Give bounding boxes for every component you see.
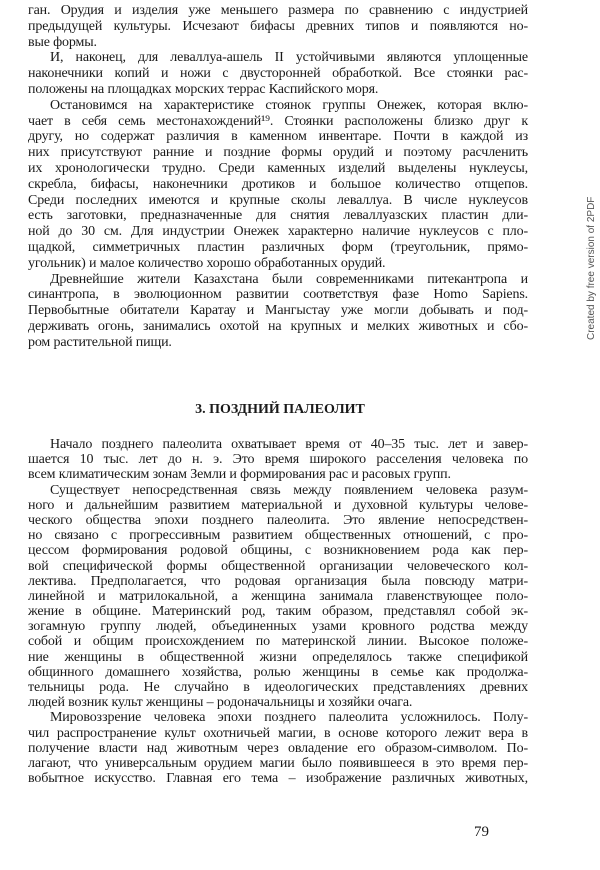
text-line: получение власти над животным через овладение его образом-символом. По- [28, 740, 528, 756]
text-line: ние женщины в общественной жизни определялось также спецификой [28, 649, 528, 665]
text-line: держивать огонь, занимались охотой на крупных и мелких животных и сбо- [28, 318, 528, 334]
text-line: тельницы рода. Не случайно в идеологических представлениях древних [28, 680, 528, 695]
page-number: 79 [474, 824, 489, 840]
text-line: Мировоззрение человека эпохи позднего палеолита усложнилось. Полу- [50, 710, 528, 726]
text-line: лагают, что универсальным орудием магии было появившееся в это время пер- [28, 755, 528, 771]
section-heading: 3. ПОЗДНИЙ ПАЛЕОЛИТ [195, 402, 365, 417]
text-block-lower [28, 437, 528, 786]
text-line: вые формы. [28, 34, 97, 50]
text-line: Существует непосредственная связь между появлением человека разум- [50, 482, 528, 498]
text-line: Среди последних имеются и крупные сколы леваллуа. В числе нуклеусов [28, 192, 528, 208]
text-line: ного и дальнейшим развитием материальной и духовной культуры челове- [28, 497, 528, 513]
text-line: всем климатическим зонам Земли и формирования рас и расовых групп. [28, 467, 451, 483]
text-line: общинного домашнего хозяйства, ролью женщины в семье как продолжа- [28, 664, 528, 680]
text-line: Древнейшие жители Казахстана были современниками питекантропа и [50, 271, 528, 287]
text-line: угольник) и малое количество хорошо обработанных орудий. [28, 255, 386, 271]
text-line: собой и общим происхождением по материнской линии. Высокое положе- [28, 634, 528, 650]
text-line: предыдущей культуры. Исчезают бифасы древних типов и появляются но- [28, 18, 528, 34]
text-line: вобытное искусство. Главная его тема – изображение различных животных, [28, 771, 528, 787]
text-line: Начало позднего палеолита охватывает время от 40–35 тыс. лет и завер- [50, 437, 528, 452]
text-block-upper [28, 3, 528, 351]
text-line: ной до 30 см. Для индустрии Онежек характерно наличие нуклеусов с пло- [28, 224, 528, 240]
text-line: цессом формирования родовой общины, с возникновением рода как пер- [28, 543, 528, 559]
text-line: шается 10 тыс. лет до н. э. Это время широкого расселения человека по [28, 452, 528, 468]
text-line: людей возник культ женщины – родоначальницы и хозяйки очага. [28, 695, 413, 711]
text-line: лектива. Предполагается, что родовая организация была повсюду матри- [28, 573, 528, 589]
text-line: Остановимся на характеристике стоянок группы Онежек, которая вклю- [50, 97, 528, 113]
text-line: но связано с прогрессивным развитием общественных отношений, с про- [28, 528, 528, 544]
text-line: ром растительной пищи. [28, 334, 172, 350]
text-line: другу, но содержат различия в каменном инвентаре. Почти в каждой из [28, 129, 528, 145]
text-line: синантропа, в эволюционном развитии соответствуя фазе Homo Sapiens. [28, 287, 528, 303]
text-line: ган. Орудия и изделия уже меньшего размера по сравнению с индустрией [28, 3, 528, 18]
text-line: щадкой, симметричных пластин различных форм (треугольник, прямо- [28, 239, 528, 255]
text-line: есть заготовки, предназначенные для снятия леваллуазских пластин дли- [28, 208, 528, 224]
text-line: жение в общине. Материнский род, таким образом, представлял собой эк- [28, 604, 528, 620]
text-line: чает в себя семь местонахождений¹⁹. Стоянки расположены близко друг к [28, 113, 528, 129]
text-line: скребла, бифасы, наконечники дротиков и большое количество отщепов. [28, 176, 528, 192]
text-line: вой специфической формы общественной организации человеческого кол- [28, 558, 528, 574]
text-line: ческого общества эпохи позднего палеолита. Это явление непосредствен- [28, 512, 528, 528]
text-line: И, наконец, для леваллуа-ашель II устойчивыми являются уплощенные [50, 50, 528, 66]
text-line: Первобытные обитатели Каратау и Мангыстау уже могли добывать и под- [28, 303, 528, 319]
watermark: Created by free version of 2PDF [586, 196, 597, 340]
text-line: линейной и матрилокальной, а женщина занимала главенствующее поло- [28, 588, 528, 604]
text-line: положены на площадках морских террас Каспийского моря. [28, 81, 379, 97]
text-line: их хронологически трудно. Среди каменных изделий выделены нуклеусы, [28, 160, 528, 176]
text-line: зогамную группу людей, объединенных узами кровного родства между [28, 619, 528, 635]
text-line: чил распространение культ охотничьей магии, в основе которого лежит вера в [28, 725, 528, 741]
text-line: наконечники копий и ножи с двусторонней обработкой. Все стоянки рас- [28, 66, 528, 82]
text-line: них присутствуют ранние и поздние формы орудий и поэтому расчленить [28, 145, 528, 161]
